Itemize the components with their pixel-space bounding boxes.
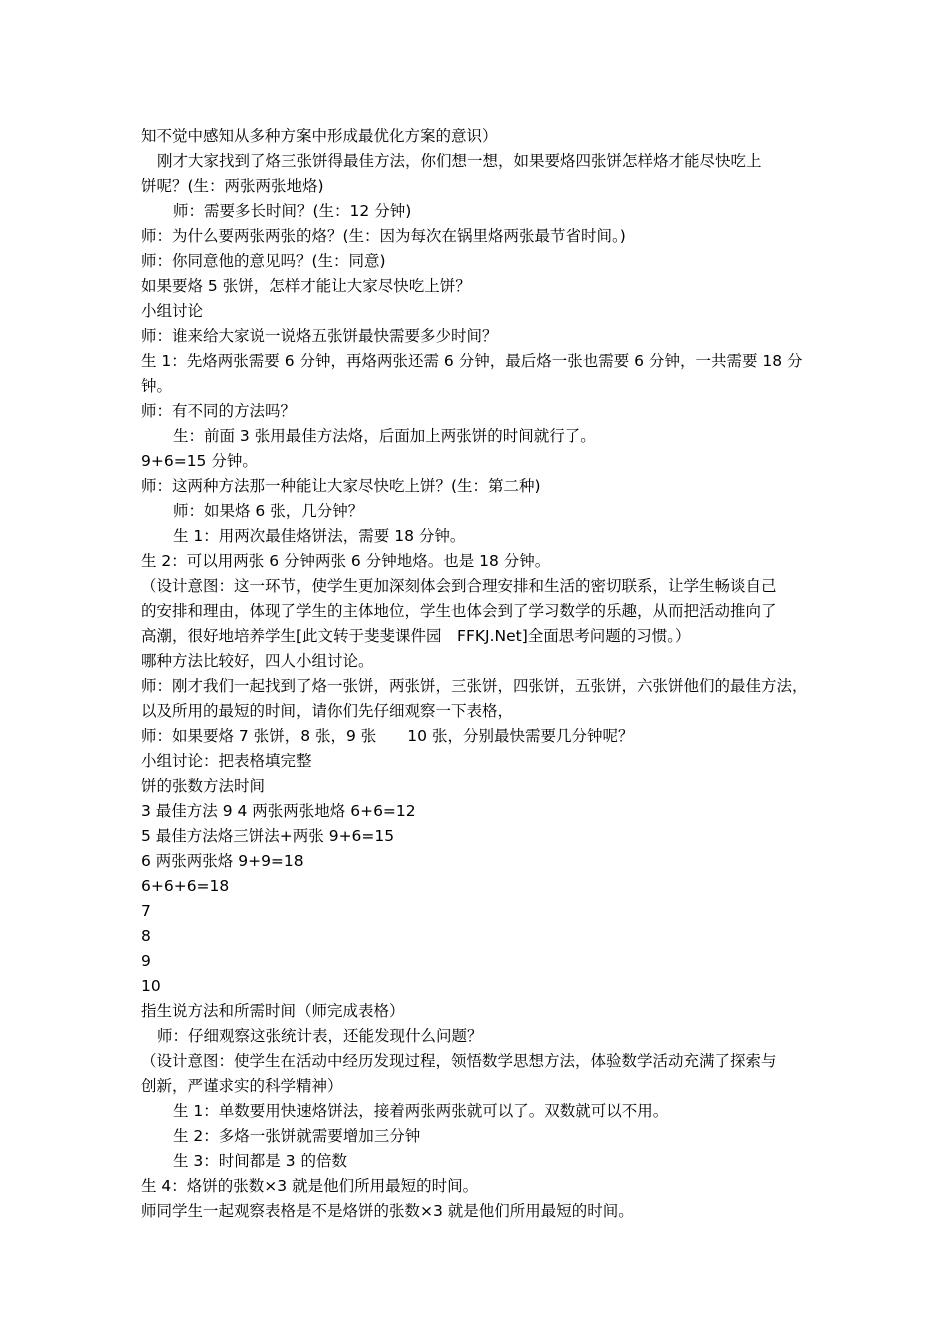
text-line-32: 7 [141,902,151,920]
text-line-15: 师：这两种方法那一种能让大家尽快吃上饼？(生：第二种) [141,477,541,495]
text-line-42: 生 3：时间都是 3 的倍数 [173,1152,348,1170]
text-line-13: 生：前面 3 张用最佳方法烙，后面加上两张饼的时间就行了。 [173,427,596,445]
text-line-4: 师：需要多长时间？(生：12 分钟) [173,202,412,220]
text-line-40: 生 1：单数要用快速烙饼法，接着两张两张就可以了。双数就可以不用。 [173,1102,669,1120]
text-line-41: 生 2：多烙一张饼就需要增加三分钟 [173,1127,421,1145]
text-line-26: 小组讨论：把表格填完整 [141,752,312,770]
text-line-14: 9+6=15 分钟。 [141,452,258,470]
text-line-3: 饼呢？(生：两张两张地烙) [141,177,324,195]
text-line-8: 小组讨论 [141,302,204,320]
text-line-19: （设计意图：这一环节，使学生更加深刻体会到合理安排和生活的密切联系，让学生畅谈自己 [141,577,777,595]
text-line-23: 师：刚才我们一起找到了烙一张饼，两张饼，三张饼，四张饼，五张饼，六张饼他们的最佳方法， [141,677,808,695]
text-line-43: 生 4：烙饼的张数×3 就是他们所用最短的时间。 [141,1177,479,1195]
text-line-6: 师：你同意他的意见吗？(生：同意) [141,252,386,270]
text-line-9: 师：谁来给大家说一说烙五张饼最快需要多少时间？ [141,327,498,345]
text-line-35: 10 [141,977,161,995]
text-line-1: 知不觉中感知从多种方案中形成最优化方案的意识） [141,127,498,145]
text-line-11: 钟。 [141,377,173,395]
text-line-25: 师：如果要烙 7 张饼，8 张，9 张 10 张，分别最快需要几分钟呢？ [141,727,634,745]
text-line-12: 师：有不同的方法吗？ [141,402,297,420]
text-line-33: 8 [141,927,151,945]
text-line-36: 指生说方法和所需时间（师完成表格） [141,1002,405,1020]
text-line-34: 9 [141,952,151,970]
text-line-38: （设计意图：使学生在活动中经历发现过程，领悟数学思想方法，体验数学活动充满了探索与 [141,1052,777,1070]
text-line-30: 6 两张两张烙 9+9=18 [141,852,304,870]
text-line-16: 师：如果烙 6 张，几分钟？ [173,502,364,520]
text-line-28: 3 最佳方法 9 4 两张两张地烙 6+6=12 [141,802,416,820]
text-line-44: 师同学生一起观察表格是不是烙饼的张数×3 就是他们所用最短的时间。 [141,1202,634,1220]
text-line-18: 生 2：可以用两张 6 分钟两张 6 分钟地烙。也是 18 分钟。 [141,552,551,570]
text-line-21: 高潮，很好地培养学生[此文转于斐斐课件园 FFKJ.Net]全面思考问题的习惯。） [141,627,691,645]
text-line-24: 以及所用的最短的时间，请你们先仔细观察一下表格， [141,702,514,720]
text-line-5: 师：为什么要两张两张的烙？(生：因为每次在锅里烙两张最节省时间。) [141,227,626,245]
text-line-10: 生 1：先烙两张需要 6 分钟，再烙两张还需 6 分钟，最后烙一张也需要 6 分钟，一共需要 18 分 [141,352,803,370]
text-line-29: 5 最佳方法烙三饼法+两张 9+6=15 [141,827,395,845]
text-line-17: 生 1：用两次最佳烙饼法，需要 18 分钟。 [173,527,466,545]
text-line-20: 的安排和理由，体现了学生的主体地位，学生也体会到了学习数学的乐趣，从而把活动推向了 [141,602,777,620]
text-line-7: 如果要烙 5 张饼，怎样才能让大家尽快吃上饼？ [141,277,471,295]
text-line-22: 哪种方法比较好，四人小组讨论。 [141,652,374,670]
text-line-39: 创新，严谨求实的科学精神） [141,1077,343,1095]
text-line-2: 刚才大家找到了烙三张饼得最佳方法，你们想一想，如果要烙四张饼怎样烙才能尽快吃上 [157,152,762,170]
text-line-27: 饼的张数方法时间 [141,777,266,795]
text-line-37: 师：仔细观察这张统计表，还能发现什么问题？ [157,1027,483,1045]
text-line-31: 6+6+6=18 [141,877,230,895]
